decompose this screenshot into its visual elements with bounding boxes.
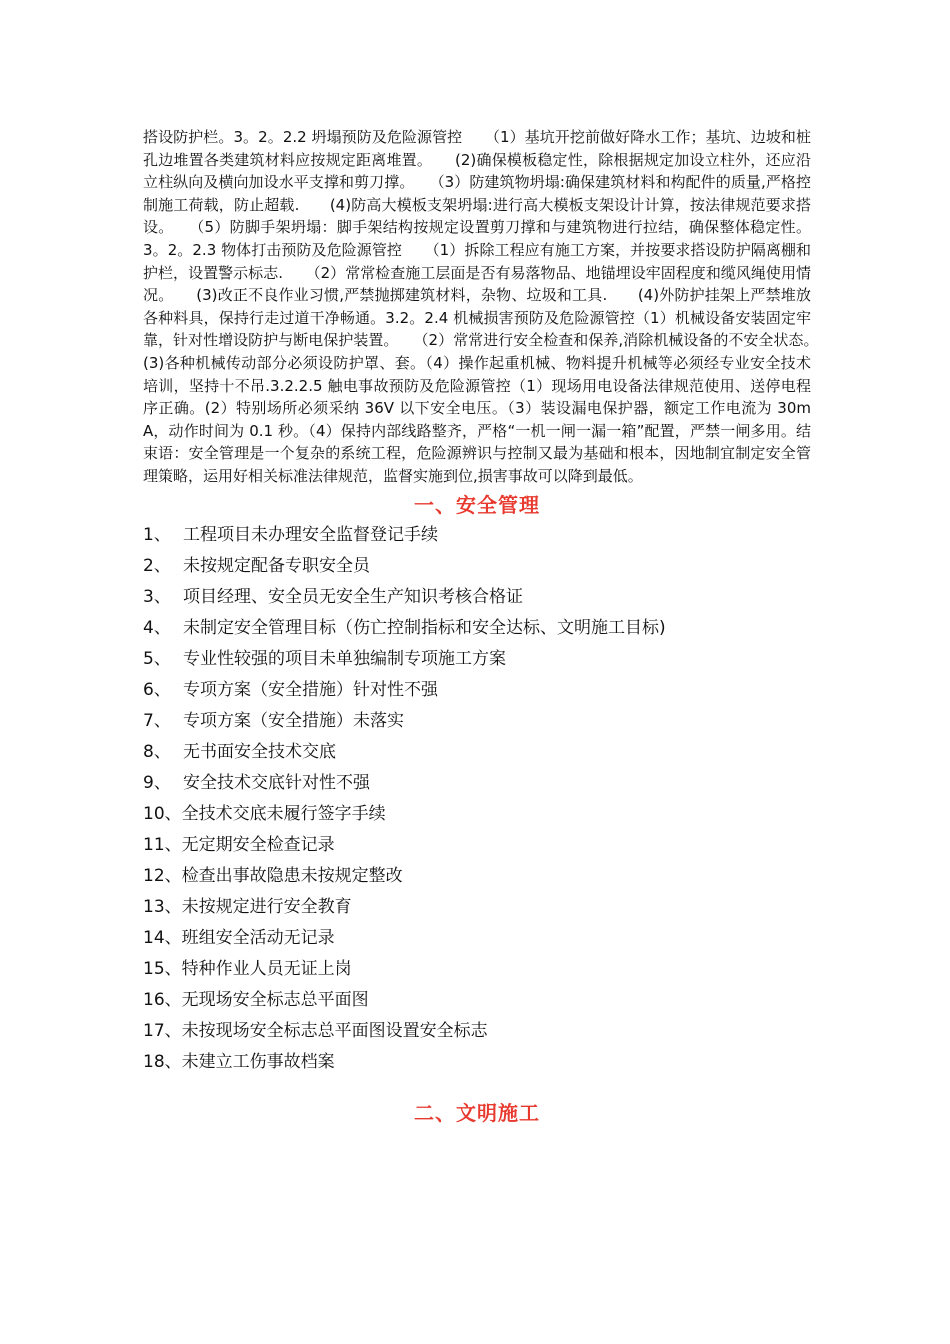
list-item-number: 5、 — [143, 648, 171, 669]
list-item-number: 11、 — [143, 834, 182, 855]
list-item-text: 特种作业人员无证上岗 — [181, 958, 352, 979]
list-item-number: 3、 — [143, 586, 171, 607]
list-item-number: 1、 — [143, 524, 171, 545]
list-item — [143, 892, 811, 923]
list-item — [143, 799, 811, 830]
list-item-number: 12、 — [143, 865, 182, 886]
list-item-text: 工程项目未办理安全监督登记手续 — [183, 524, 438, 545]
list-item — [143, 613, 811, 644]
section-heading-civilized-construction: 二、文明施工 — [414, 1100, 540, 1125]
list-item-text: 专项方案（安全措施）针对性不强 — [183, 679, 438, 700]
document-page — [143, 126, 842, 1128]
list-item-number: 7、 — [143, 710, 171, 731]
list-item-number: 8、 — [143, 741, 171, 762]
list-item — [143, 520, 811, 551]
list-item — [143, 706, 811, 737]
list-item — [143, 675, 811, 706]
list-item-text: 专项方案（安全措施）未落实 — [183, 710, 404, 731]
list-item-number: 10、 — [143, 803, 182, 824]
list-item — [143, 582, 811, 613]
list-item — [143, 954, 811, 985]
list-item-number: 15、 — [143, 958, 182, 979]
list-item-text: 未按规定进行安全教育 — [181, 896, 352, 917]
list-item-number: 17、 — [143, 1020, 182, 1041]
list-item — [143, 551, 811, 582]
section-heading-safety-management: 一、安全管理 — [414, 492, 540, 517]
list-item-text: 无现场安全标志总平面图 — [181, 989, 369, 1010]
list-item-text: 专业性较强的项目未单独编制专项施工方案 — [183, 648, 506, 669]
list-item — [143, 644, 811, 675]
list-item — [143, 1016, 811, 1047]
list-item-number: 9、 — [143, 772, 171, 793]
list-item-number: 18、 — [143, 1051, 182, 1072]
list-item — [143, 861, 811, 892]
list-item-number: 16、 — [143, 989, 182, 1010]
list-item — [143, 923, 811, 954]
list-item-text: 未制定安全管理目标（伤亡控制指标和安全达标、文明施工目标) — [183, 617, 666, 638]
list-item-text: 无定期安全检查记录 — [181, 834, 335, 855]
intro-paragraph: 搭设防护栏。3。2。2.2 坍塌预防及危险源管控 （1）基坑开挖前做好降水工作；基坑、边坡和桩孔边堆置各类建筑材料应按规定距离堆置。 (2)确保模板稳定性，除根据规定加设立柱外，还应沿立柱纵向及横向加设水平支撑和剪刀撑。 （3）防建筑物坍塌:确保建筑材料和构配件的质量,严格控制施工荷载，防止超载. (4)防高大模板支架坍塌:进行高大模板支架设计计算，按法律规范要求搭设。 （5）防脚手架坍塌：脚手架结构按规定设置剪刀撑和与建筑物进行拉结，确保整体稳定性。3。2。2.3 物体打击预防及危险源管控 （1）拆除工程应有施工方案，并按要求搭设防护隔离棚和护栏，设置警示标志. （2）常常检查施工层面是否有易落物品、地锚埋设牢固程度和缆风绳使用情况。 (3)改正不良作业习惯,严禁抛掷建筑材料，杂物、垃圾和工具. (4)外防护挂架上严禁堆放各种料具，保持行走过道干净畅通。3.2。2.4 机械损害预防及危险源管控（1）机械设备安装固定牢靠，针对性增设防护与断电保护装置。 （2）常常进行安全检查和保养,消除机械设备的不安全状态。 (3)各种机械传动部分必须设防护罩、套。（4）操作起重机械、物料提升机械等必须经专业安全技术培训，坚持十不吊.3.2.2.5 触电事故预防及危险源管控（1）现场用电设备法律规范使用、送停电程序正确。(2）特别场所必须采纳 36V 以下安全电压。（3）装设漏电保护器，额定工作电流为 30mA，动作时间为 0.1 秒。（4）保持内部线路整齐，严格“一机一闸一漏一箱”配置，严禁一闸多用。结束语：安全管理是一个复杂的系统工程，危险源辨识与控制又最为基础和根本，因地制宜制定安全管理策略，运用好相关标准法律规范，监督实施到位,损害事故可以降到最低。 — [143, 128, 842, 485]
list-item-number: 14、 — [143, 927, 182, 948]
list-item-number: 6、 — [143, 679, 171, 700]
list-item-number: 13、 — [143, 896, 182, 917]
list-item-text: 班组安全活动无记录 — [181, 927, 335, 948]
list-item-text: 未按现场安全标志总平面图设置安全标志 — [181, 1020, 488, 1041]
safety-management-list — [143, 520, 811, 1078]
list-item-text: 全技术交底未履行签字手续 — [181, 803, 386, 824]
list-item-text: 未建立工伤事故档案 — [181, 1051, 335, 1072]
list-item — [143, 768, 811, 799]
list-item — [143, 1047, 811, 1078]
list-item-text: 未按规定配备专职安全员 — [183, 555, 370, 576]
list-item-text: 安全技术交底针对性不强 — [183, 772, 370, 793]
list-item-text: 检查出事故隐患未按规定整改 — [181, 865, 403, 886]
list-item-text: 项目经理、安全员无安全生产知识考核合格证 — [183, 586, 523, 607]
list-item — [143, 830, 811, 861]
list-item — [143, 737, 811, 768]
list-item-text: 无书面安全技术交底 — [183, 741, 336, 762]
list-item-number: 4、 — [143, 617, 171, 638]
list-item — [143, 985, 811, 1016]
list-item-number: 2、 — [143, 555, 171, 576]
